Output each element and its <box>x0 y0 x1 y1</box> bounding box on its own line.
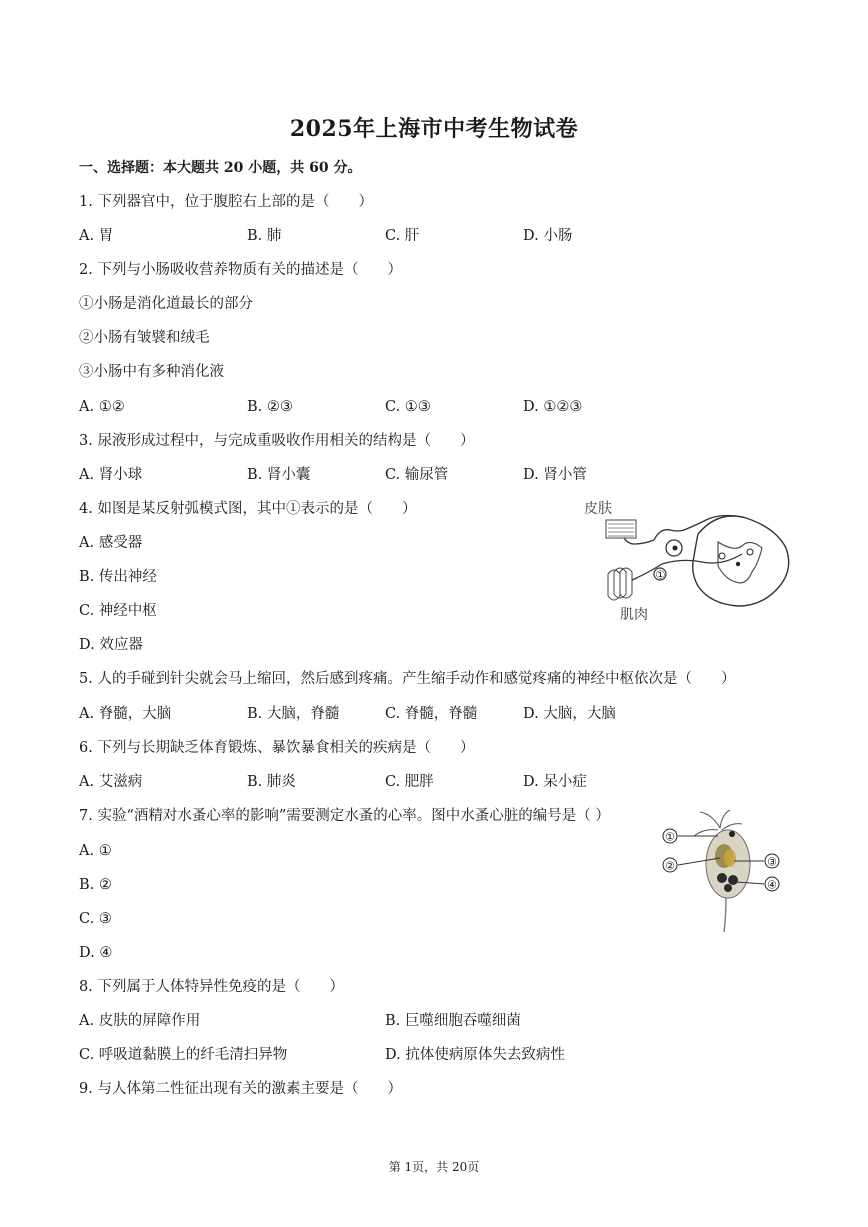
question-6-stem: 6. 下列与长期缺乏体育锻炼、暴饮暴食相关的疾病是（ ） <box>79 740 475 756</box>
q5-option-d: D. 大脑，大脑 <box>523 706 616 722</box>
q4-option-b: B. 传出神经 <box>79 569 157 585</box>
q4-option-c: C. 神经中枢 <box>79 603 157 619</box>
daphnia-label-1: ① <box>665 830 675 844</box>
skin-receptor-icon <box>606 520 654 544</box>
q7-option-b: B. ② <box>79 877 112 893</box>
spinal-cord-icon <box>693 516 789 606</box>
section-heading: 一、选择题：本大题共 20 小题，共 60 分。 <box>79 160 362 176</box>
daphnia-body <box>706 830 750 932</box>
q7-option-c: C. ③ <box>79 911 112 927</box>
q4-option-d: D. 效应器 <box>79 637 143 653</box>
q2-option-b: B. ②③ <box>247 399 293 415</box>
question-4-stem: 4. 如图是某反射弧模式图，其中①表示的是（ ） <box>79 501 417 517</box>
marker-1-label: ① <box>655 568 666 582</box>
q2-statement-3: ③小肠中有多种消化液 <box>79 364 224 380</box>
q2-option-a: A. ①② <box>79 399 125 415</box>
q5-option-a: A. 脊髓，大脑 <box>79 706 172 722</box>
q5-option-c: C. 脊髓，脊髓 <box>385 706 478 722</box>
q7-option-d: D. ④ <box>79 945 113 961</box>
q1-option-c: C. 肝 <box>385 228 420 244</box>
q6-option-a: A. 艾滋病 <box>79 774 143 790</box>
q2-option-d: D. ①②③ <box>523 399 583 415</box>
daphnia-figure <box>658 808 788 940</box>
q3-option-c: C. 输尿管 <box>385 467 449 483</box>
daphnia-label-3: ③ <box>767 855 777 869</box>
question-8-stem: 8. 下列属于人体特异性免疫的是（ ） <box>79 979 344 995</box>
muscle-label: 肌肉 <box>620 607 648 623</box>
question-1-stem: 1. 下列器官中，位于腹腔右上部的是（ ） <box>79 194 373 210</box>
question-2-stem: 2. 下列与小肠吸收营养物质有关的描述是（ ） <box>79 262 402 278</box>
question-9-stem: 9. 与人体第二性征出现有关的激素主要是（ ） <box>79 1081 402 1097</box>
q2-option-c: C. ①③ <box>385 399 431 415</box>
question-5-stem: 5. 人的手碰到针尖就会马上缩回，然后感到疼痛。产生缩手动作和感觉疼痛的神经中枢依次是（ ） <box>79 671 736 687</box>
q6-option-b: B. 肺炎 <box>247 774 296 790</box>
q1-option-d: D. 小肠 <box>523 228 573 244</box>
q8-option-c: C. 呼吸道黏膜上的纤毛清扫异物 <box>79 1047 288 1063</box>
q2-statement-1: ①小肠是消化道最长的部分 <box>79 296 253 312</box>
q5-option-b: B. 大脑，脊髓 <box>247 706 340 722</box>
q3-option-a: A. 肾小球 <box>79 467 143 483</box>
q3-option-b: B. 肾小囊 <box>247 467 311 483</box>
q2-statement-2: ②小肠有皱襞和绒毛 <box>79 330 210 346</box>
skin-label: 皮肤 <box>584 501 612 517</box>
page-title: 2025年上海市中考生物试卷 <box>289 116 579 142</box>
question-3-stem: 3. 尿液形成过程中，与完成重吸收作用相关的结构是（ ） <box>79 433 475 449</box>
q1-option-a: A. 胃 <box>79 228 114 244</box>
daphnia-label-4: ④ <box>767 878 777 892</box>
reflex-arc-figure <box>578 494 793 629</box>
q8-option-d: D. 抗体使病原体失去致病性 <box>385 1047 565 1063</box>
q1-option-b: B. 肺 <box>247 228 282 244</box>
q6-option-c: C. 肥胖 <box>385 774 434 790</box>
q6-option-d: D. 呆小症 <box>523 774 587 790</box>
q4-option-a: A. 感受器 <box>79 535 143 551</box>
question-7-stem: 7. 实验“酒精对水蚤心率的影响”需要测定水蚤的心率。图中水蚤心脏的编号是（ ） <box>79 808 610 824</box>
q3-option-d: D. 肾小管 <box>523 467 587 483</box>
q8-option-b: B. 巨噬细胞吞噬细菌 <box>385 1013 521 1029</box>
muscle-effector-icon <box>608 564 662 600</box>
q7-option-a: A. ① <box>79 843 112 859</box>
page-footer: 第 1页，共 20页 <box>388 1160 480 1174</box>
q8-option-a: A. 皮肤的屏障作用 <box>79 1013 201 1029</box>
daphnia-label-2: ② <box>665 859 675 873</box>
